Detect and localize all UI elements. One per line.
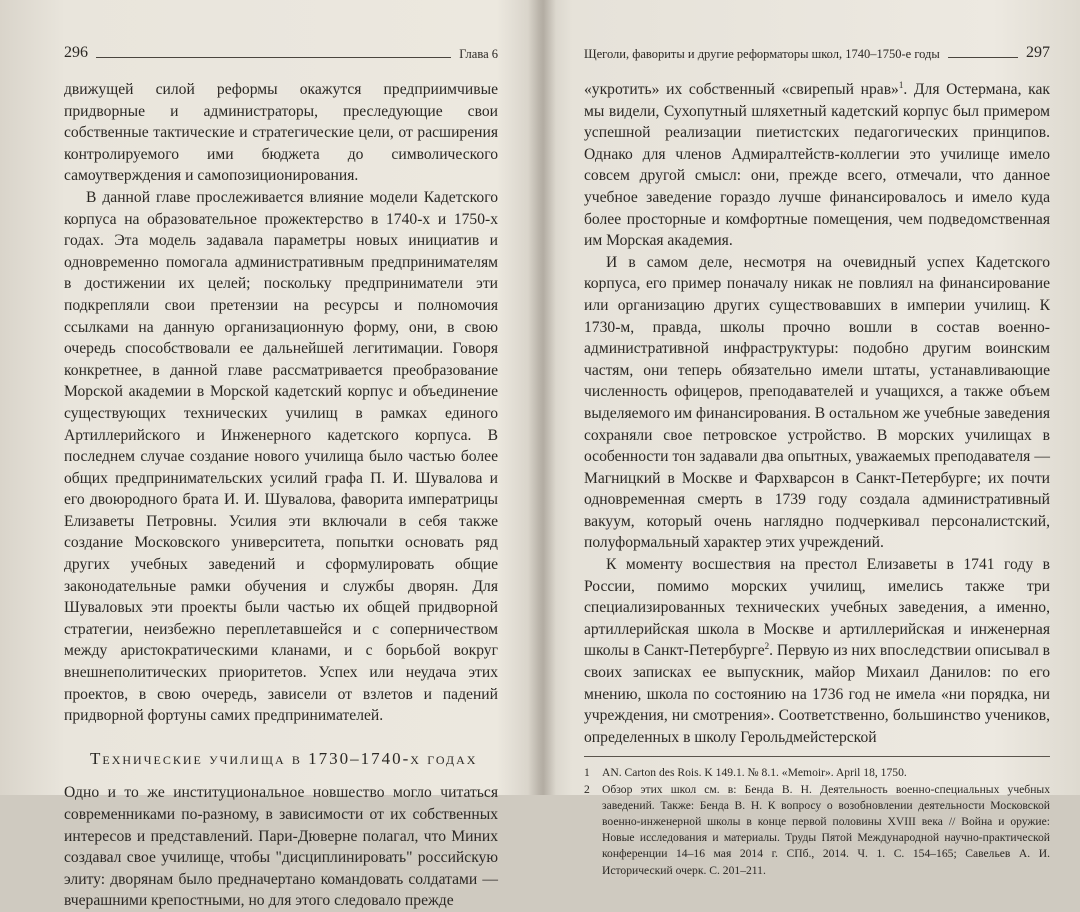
left-running-head — [64, 44, 498, 62]
section-heading: Технические училища в 1730–1740-х годах — [90, 748, 478, 768]
right-body-text — [584, 79, 1050, 748]
right-running-head — [584, 44, 1050, 62]
paragraph: В данной главе прослеживается влияние модели Кадетского корпуса на образовательное прожектерство в 1740-х и 1750-х годах. Эта модель задавала параметры новых инициатив и одновременно помогала административным предпринимателям в достижении их целей; поскольку предприниматели эти подкрепляли свои претензии на ресурсы и полномочия ссылками на данную организационную форму, они, в свою очередь способствовали ее дальнейшей легитимации. Говоря конкретнее, в данной главе рассматривается преобразование Морской академии в Морской кадетский корпус и объединение существующих технических училищ в рамках единого Артиллерийского и Инженерного кадетского корпуса. В последнем случае создание нового училища было частью более общих предпринимательских усилий графа П. И. Шувалова и его двоюродного брата И. И. Шувалова, фаворита императрицы Елизаветы Петровны. Усилия эти включали в себя также создание Московского университета, попытки основать ряд других учебных заведений и сформулировать общие законодательные рамки обучения и службы дворян. Для Шуваловых эти проекты были частью их общей придворной стратегии, неизбежно переплетавшейся и с соперничеством между аристократическими кланами, и с борьбой вокруг внешнеполитических приоритетов. Успех или неудача этих проектов, в свою очередь, зависели от взлетов и падений придворной фортуны самих предпринимателей. — [64, 188, 498, 725]
right-page — [540, 0, 1080, 877]
paragraph: движущей силой реформы окажутся предприимчивые придворные и администраторы, преследующие свои собственные тактические и стратегические цели, от расширения контролируемого ими бюджета до символического самоутверждения и самопозиционирования. — [64, 81, 498, 185]
footnote — [584, 765, 1050, 781]
left-page — [0, 0, 540, 910]
text-run: «укротить» их собственный «свирепый нрав» — [584, 81, 899, 98]
text-run: К моменту восшествия на престол Елизаветы в 1741 году в России, помимо морских училищ, имелись также три специализированных технических учебных заведения, а именно, артиллерийская школа в Москве и артиллерийская и инженерная школы в Санкт-Петербурге — [584, 556, 1050, 660]
left-body-text — [64, 79, 498, 912]
right-chapter-title: Щеголи, фавориты и другие реформаторы школ, 1740–1750-е годы — [584, 47, 940, 61]
footnote-text: AN. Carton des Rois. K 149.1. № 8.1. «Memoir». April 18, 1750. — [602, 766, 907, 780]
right-page-number: 297 — [1026, 44, 1050, 61]
paragraph — [584, 554, 1050, 748]
footnote-number: 1 — [584, 766, 590, 780]
footnote-text: Обзор этих школ см. в: Бенда В. Н. Деятельность военно-специальных учебных заведений. Также: Бенда В. Н. К вопросу о возобновлении деятельности Московской военно-инженерной школы в конце первой половины XVIII века // Война и оружие: Новые исследования и материалы. Труды Пятой Международной научно-практической конференции 14–16 мая 2014 г. СПб., 2014. Ч. 1. С. 154–165; Савельев А. И. Исторический очерк. С. 201–211. — [602, 782, 1050, 877]
paragraph — [584, 79, 1050, 252]
paragraph: И в самом деле, несмотря на очевидный успех Кадетского корпуса, его пример поначалу никак не повлиял на финансирование или организацию других существовавших в империи училищ. К 1730-м, правда, школы прочно вошли в состав военно-административной инфраструктуры: подобно другим воинским частям, они теперь обязательно имели штаты, устанавливающие численность офицеров, преподавателей и учащихся, а также объем выделяемого им финансирования. В остальном же учебные заведения сохраняли свое петровское устройство. В морских училищах в особенности тон задавали два опытных, уважаемых преподавателя — Магницкий в Москве и Фархварсон в Санкт-Петербурге; их почти одновременная смерть в 1739 году создала административный вакуум, который очень наглядно подчеркивал персоналистский, полуформальный характер этих учреждений. — [584, 253, 1050, 552]
footnotes — [584, 756, 1050, 878]
paragraph: Одно и то же институциональное новшество могло читаться современниками по-разному, в зависимости от их собственных интересов и представлений. Пари-Дюверне полагал, что Миних создавал свое училище, чтобы "дисциплинировать" российскую элиту: дворянам было предначертано командовать солдатами — вчерашними крепостными, но для этого следовало прежде — [64, 784, 498, 910]
text-run: . Первую из них впоследствии описывал в своих записках ее выпускник, майор Михаил Данилов: по его мнению, школа по состоянию на 1736 год не имела «ни порядка, ни учреждения, ни смотрения». Соответственно, большинство учеников, определенных в школу Герольдмейстерской — [584, 642, 1050, 746]
left-chapter-title: Глава 6 — [459, 47, 498, 61]
text-run: . Для Остермана, как мы видели, Сухопутный шляхетный кадетский корпус был примером успешной реализации пиетистских педагогических принципов. Однако для членов Адмиралтейств-коллегии это училище имело совсем другой смысл: они, прежде всего, отмечали, что данное учебное заведение гораздо лучше финансировалось и имело куда более просторные и комфортные помещения, чем подведомственная им Морская академия. — [584, 81, 1050, 250]
footnote — [584, 782, 1050, 879]
footnote-mark: 1 — [898, 79, 904, 90]
footnote-number: 2 — [584, 782, 590, 796]
header-rule — [948, 57, 1018, 58]
footnote-mark: 2 — [764, 641, 770, 652]
left-page-number: 296 — [64, 44, 88, 61]
header-rule — [96, 57, 451, 58]
